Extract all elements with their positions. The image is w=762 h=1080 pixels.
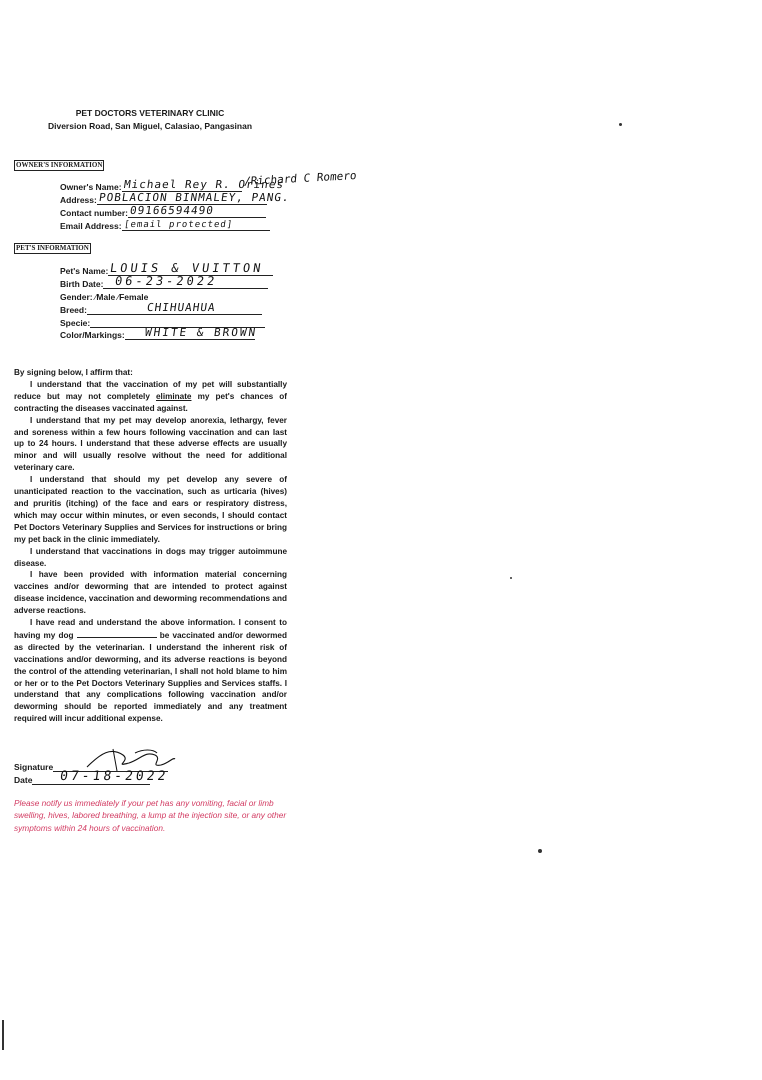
date-value: 07-18-2022 bbox=[59, 769, 170, 784]
scan-speck bbox=[510, 577, 512, 579]
date-field[interactable] bbox=[14, 769, 170, 785]
owner-email-value: [email protected] bbox=[122, 220, 234, 230]
gender-male-option[interactable]: ⁄Male bbox=[94, 292, 116, 302]
scan-speck bbox=[619, 123, 622, 126]
pet-name-value: LOUIS & VUITTON bbox=[109, 261, 265, 275]
consent-paragraph-2: I understand that my pet may develop anorexia, lethargy, fever and soreness within a few hours following vaccination and can last up to 24 hours. I understand that these adverse effects are usually minor and will usually resolve without the need for additional veterinary care. bbox=[14, 415, 287, 473]
birth-date-label: Birth Date: bbox=[60, 279, 104, 289]
owner-contact-field[interactable] bbox=[60, 204, 266, 218]
breed-label: Breed: bbox=[60, 305, 87, 315]
pet-section-heading: PET'S INFORMATION bbox=[16, 244, 89, 252]
gender-female-option[interactable]: ⁄Female bbox=[117, 292, 149, 302]
owner-name-label: Owner's Name: bbox=[60, 182, 122, 192]
scan-edge-mark bbox=[2, 1020, 4, 1050]
breed-field[interactable] bbox=[60, 301, 262, 315]
breed-value: CHIHUAHUA bbox=[146, 301, 217, 314]
owner-address-label: Address: bbox=[60, 195, 97, 205]
color-markings-value: WHITE & BROWN bbox=[143, 326, 258, 339]
consent-paragraph-3: I understand that should my pet develop any severe of unanticipated reaction to the vaccination, such as urticaria (hives) and pruritis (itching) of the face and ears or respiratory distress, which may occur within minutes, or even seconds, I should contact Pet Doctors Veterinary Supplies and Services for instructions or bring my pet back in the clinic immediately. bbox=[14, 475, 287, 544]
clinic-name: PET DOCTORS VETERINARY CLINIC bbox=[75, 108, 225, 118]
consent-paragraph-5: I have been provided with information material concerning vaccines and/or deworming that are intended to protect against disease incidence, vaccination and deworming recommendations and adverse reactions. bbox=[14, 570, 287, 616]
signature-label: Signature bbox=[14, 762, 54, 772]
owner-section-heading: OWNER'S INFORMATION bbox=[16, 161, 103, 169]
consent-paragraph-4: I understand that vaccinations in dogs may trigger autoimmune disease. bbox=[14, 546, 287, 568]
consent-paragraph-6: I have read and understand the above information. I consent to having my dog be vaccinated and/or dewormed as directed by the veterinarian. I understand the inherent risk of vaccinations and/or deworming, and its adverse reactions is beyond the control of the attending veterinarian, I shall not hold blame to him or her or to the Pet Doctors Veterinary Supplies and Services staffs. I understand that any complications following vaccination and/or deworming should be reported immediately and any treatment required will incur additional expense. bbox=[14, 618, 287, 724]
birth-date-value: 06-23-2022 bbox=[114, 274, 219, 288]
birth-date-field[interactable] bbox=[60, 274, 268, 289]
dog-name-blank[interactable] bbox=[77, 629, 157, 638]
date-label: Date bbox=[14, 775, 33, 785]
clinic-address: Diversion Road, San Miguel, Calasiao, Pangasinan bbox=[47, 121, 253, 131]
owner-name-value: Michael Rey R. Orines bbox=[122, 178, 285, 191]
owner-address-value: POBLACION BINMALEY, PANG. bbox=[97, 191, 291, 204]
consent-intro: By signing below, I affirm that: bbox=[14, 368, 133, 377]
pet-name-label: Pet's Name: bbox=[60, 266, 109, 276]
scan-speck bbox=[538, 849, 542, 853]
owner-email-label: Email Address: bbox=[60, 221, 122, 231]
gender-field[interactable] bbox=[60, 292, 148, 302]
color-markings-label: Color/Markings: bbox=[60, 330, 125, 340]
color-markings-field[interactable] bbox=[60, 326, 258, 340]
consent-statement bbox=[14, 367, 287, 725]
post-vaccination-notice: Please notify us immediately if your pet has any vomiting, facial or limb swelling, hives, labored breathing, a lump at the injection site, or any other symptoms within 24 hours of vaccination. bbox=[14, 798, 287, 833]
owner-email-field[interactable] bbox=[60, 221, 270, 231]
gender-label: Gender: bbox=[60, 292, 93, 302]
owner-contact-value: 09166594490 bbox=[129, 204, 215, 217]
owner-contact-label: Contact number: bbox=[60, 208, 128, 218]
owner-name-extra: /Richard C Romero bbox=[243, 169, 358, 188]
specie-label: Specie: bbox=[60, 318, 91, 328]
consent-paragraph-1: I understand that the vaccination of my pet will substantially reduce but may not completely eliminate my pet's chances of contracting the diseases vaccinated against. bbox=[14, 379, 288, 413]
